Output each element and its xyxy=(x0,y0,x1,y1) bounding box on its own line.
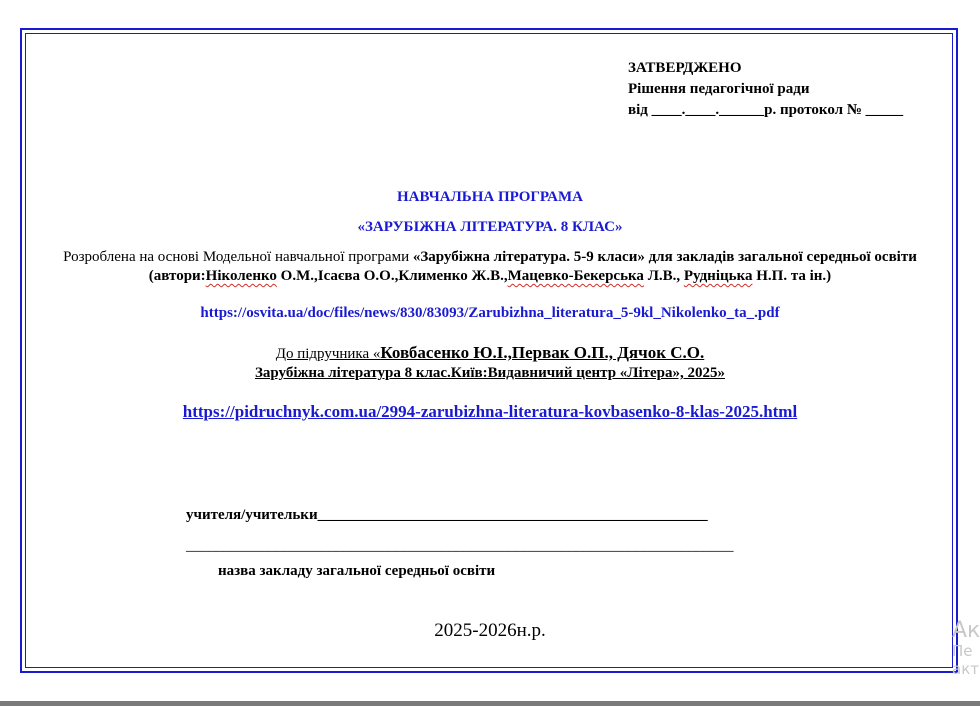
basis-author-3: Рудніцька xyxy=(683,268,753,284)
program-link[interactable]: https://osvita.ua/doc/files/news/830/83093/Zarubizhna_literatura_5-9kl_Nikolenko_ta_.pdf xyxy=(200,305,780,321)
watermark-line-1: Ак xyxy=(952,618,980,643)
basis-author-2: Мацевко-Бекерська xyxy=(507,268,644,284)
teacher-field xyxy=(186,507,708,524)
school-blank: _________________________________________________________________________ xyxy=(186,538,734,554)
approval-protocol: від ____.____.______р. протокол № _____ xyxy=(628,102,904,118)
program-title: НАВЧАЛЬНА ПРОГРАМА xyxy=(397,189,583,205)
activation-watermark xyxy=(952,618,980,678)
basis-authors-rest-2: Л.В., xyxy=(643,268,684,284)
teacher-label: учителя/учительки xyxy=(186,507,318,523)
approval-heading: ЗАТВЕРДЖЕНО xyxy=(628,60,742,76)
textbook-prefix: До підручника « xyxy=(275,346,381,362)
watermark-line-2: Пе xyxy=(952,642,973,661)
basis-authors-rest-1: О.М.,Ісаєва О.О.,Клименко Ж.В., xyxy=(276,268,508,284)
school-label: назва закладу загальної середньої освіти xyxy=(218,563,496,579)
basis-authors-rest-3: Н.П. та ін.) xyxy=(752,268,832,284)
academic-year: 2025-2026н.р. xyxy=(434,620,546,641)
program-basis xyxy=(30,248,950,286)
approval-block xyxy=(628,58,903,121)
approval-council: Рішення педагогічної ради xyxy=(628,81,810,97)
watermark-line-3: акт xyxy=(952,659,979,678)
basis-prefix: Розроблена на основі Модельної навчальної програми xyxy=(63,249,413,265)
textbook-authors: Ковбасенко Ю.І.,Первак О.П., Дячок С.О. xyxy=(380,343,705,362)
textbook-line xyxy=(30,343,950,363)
teacher-blank: ____________________________________________________ xyxy=(317,507,708,523)
basis-program-name: «Зарубіжна література. 5-9 класи» для закладів загальної середньої освіти (автори: xyxy=(148,249,917,284)
basis-author-1: Ніколенко xyxy=(205,268,277,284)
bottom-edge xyxy=(0,701,980,706)
program-subtitle: «ЗАРУБІЖНА ЛІТЕРАТУРА. 8 КЛАС» xyxy=(357,219,623,235)
textbook-link[interactable]: https://pidruchnyk.com.ua/2994-zarubizhna-literatura-kovbasenko-8-klas-2025.html xyxy=(182,402,798,421)
textbook-publisher: Зарубіжна література 8 клас.Київ:Видавничий центр «Літера», 2025» xyxy=(254,365,726,381)
